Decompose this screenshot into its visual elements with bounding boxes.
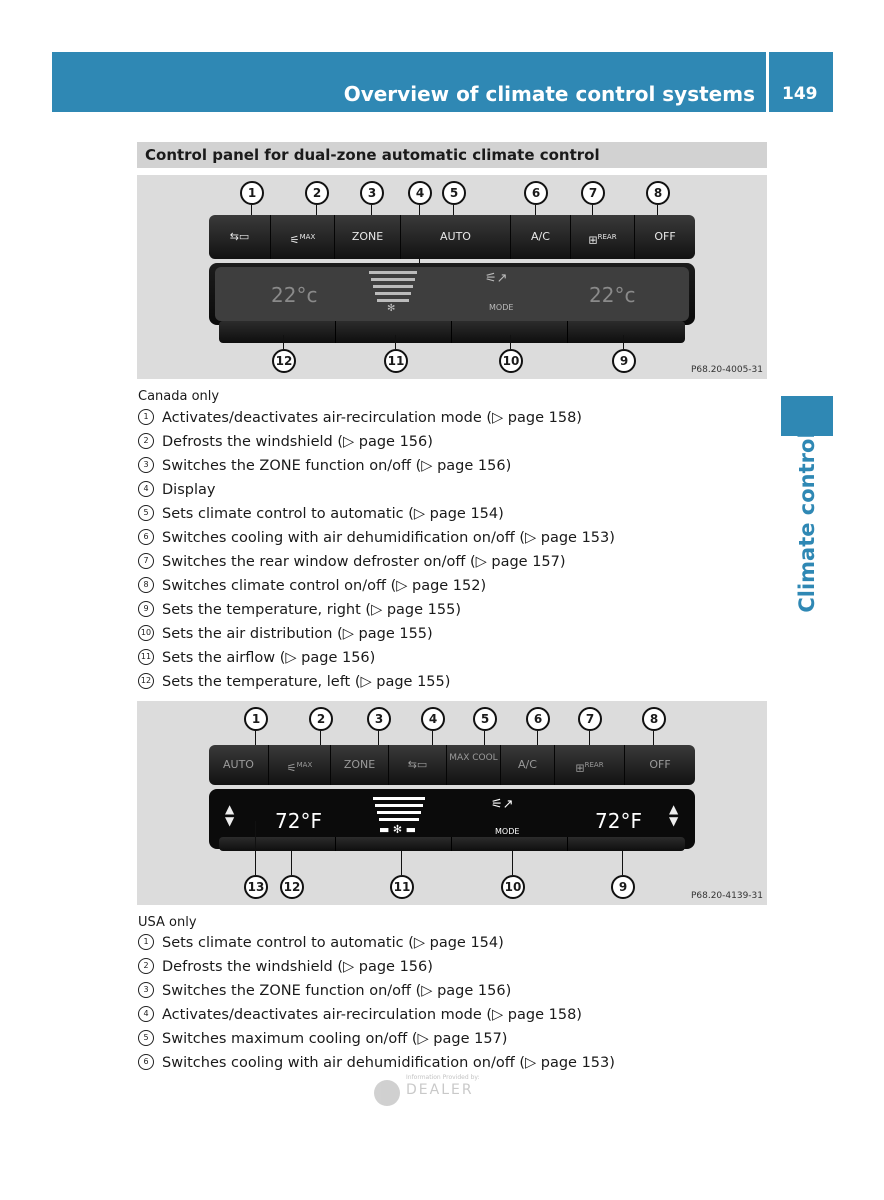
list-item: 11 Sets the airflow (▷ page 156) (138, 646, 615, 670)
fan-level-bar (373, 797, 425, 800)
windshield-defrost-icon: ⚟ (289, 233, 300, 247)
callout-8: 8 (646, 181, 670, 205)
callout-6: 6 (526, 707, 550, 731)
car-recirculation-icon: ⇆▭ (407, 758, 428, 771)
side-tab-marker (781, 396, 833, 436)
list-item: 10 Sets the air distribution (▷ page 155) (138, 622, 615, 646)
off-button[interactable]: OFF (649, 758, 671, 771)
auto-button[interactable]: AUTO (209, 745, 269, 785)
fan-icon: ▬ ✻ ▬ (379, 823, 416, 836)
windshield-defrost-icon: ⚟ (286, 761, 297, 775)
callout-3: 3 (367, 707, 391, 731)
list-item: 9 Sets the temperature, right (▷ page 155) (138, 598, 615, 622)
recirculation-button[interactable] (389, 745, 447, 785)
figure-caption-usa: USA only (138, 915, 197, 930)
temp-left-readout: 22°c (271, 283, 318, 307)
defrost-max-button[interactable]: ⚟$^{MAX}$ (269, 745, 331, 785)
list-item: 6 Switches cooling with air dehumidification on/off (▷ page 153) (138, 526, 615, 550)
callout-1: 1 (240, 181, 264, 205)
fan-level-bar (377, 811, 421, 814)
list-item: 2 Defrosts the windshield (▷ page 156) (138, 430, 615, 454)
list-item: 5 Switches maximum cooling on/off (▷ page 157) (138, 1027, 615, 1051)
leader-line (255, 821, 256, 875)
callout-12: 12 (272, 349, 296, 373)
legend-list-canada (138, 406, 615, 694)
leader-line (395, 335, 396, 349)
temp-left-arrows-icon: ▲ ▼ (225, 802, 235, 828)
temp-right-rocker[interactable] (567, 321, 685, 343)
list-item: 12 Sets the temperature, left (▷ page 155) (138, 670, 615, 694)
rear-window-defrost-icon: ⊞ (575, 761, 585, 775)
fan-level-bar (369, 271, 417, 274)
temp-right-readout: 72°F (595, 809, 642, 833)
callout-5: 5 (442, 181, 466, 205)
zone-button[interactable]: ZONE (335, 215, 401, 259)
airflow-rocker[interactable] (335, 321, 452, 343)
list-item: 1 Sets climate control to automatic (▷ page 154) (138, 931, 615, 955)
air-distribution-icon: ⚟↗ (491, 797, 514, 812)
leader-line (291, 851, 292, 875)
callout-4: 4 (421, 707, 445, 731)
temp-right-readout: 22°c (589, 283, 636, 307)
callout-10: 10 (501, 875, 525, 899)
off-button[interactable]: OFF (654, 230, 676, 243)
callout-3: 3 (360, 181, 384, 205)
fan-level-bar (375, 804, 423, 807)
air-distribution-rocker[interactable] (451, 837, 568, 851)
page-number: 149 (782, 84, 818, 104)
temp-right-rocker[interactable] (567, 837, 685, 851)
rocker-switch-strip (219, 837, 685, 851)
callout-1: 1 (244, 707, 268, 731)
list-item: 1 Activates/deactivates air-recirculation mode (▷ page 158) (138, 406, 615, 430)
list-item: 5 Sets climate control to automatic (▷ page 154) (138, 502, 615, 526)
callout-8: 8 (642, 707, 666, 731)
mode-label: MODE (495, 827, 520, 836)
callout-13: 13 (244, 875, 268, 899)
callout-6: 6 (524, 181, 548, 205)
button-strip (209, 745, 695, 785)
leader-line (283, 335, 284, 349)
callout-5: 5 (473, 707, 497, 731)
fan-level-bar (377, 299, 409, 302)
air-distribution-icon: ⚟↗ (485, 271, 508, 286)
recirculation-button[interactable] (209, 215, 271, 259)
control-panel-figure-usa (137, 701, 767, 905)
page-header (52, 52, 833, 112)
list-item: 7 Switches the rear window defroster on/off (▷ page 157) (138, 550, 615, 574)
callout-7: 7 (581, 181, 605, 205)
button-strip (209, 215, 695, 259)
defrost-max-button[interactable]: ⚟$^{MAX}$ (271, 215, 335, 259)
temp-right-arrows-icon: ▲ ▼ (669, 802, 679, 828)
list-item: 6 Switches cooling with air dehumidification on/off (▷ page 153) (138, 1051, 615, 1075)
airflow-rocker[interactable] (335, 837, 452, 851)
temp-left-rocker[interactable] (219, 321, 336, 343)
callout-10: 10 (499, 349, 523, 373)
fan-level-bar (375, 292, 411, 295)
list-item: 8 Switches climate control on/off (▷ page 152) (138, 574, 615, 598)
list-item: 2 Defrosts the windshield (▷ page 156) (138, 955, 615, 979)
list-item: 4 Activates/deactivates air-recirculation mode (▷ page 158) (138, 1003, 615, 1027)
auto-button[interactable]: AUTO (401, 215, 511, 259)
photo-code: P68.20-4139-31 (690, 891, 763, 901)
dealer-watermark-logo: Information Provided by: DEALER (374, 1074, 504, 1114)
fan-level-bar (373, 285, 413, 288)
callout-2: 2 (309, 707, 333, 731)
car-recirculation-icon: ⇆▭ (229, 230, 250, 243)
rear-defrost-button[interactable]: ⊞$^{REAR}$ (555, 745, 625, 785)
list-item: 3 Switches the ZONE function on/off (▷ page 156) (138, 454, 615, 478)
fan-icon: ✻ (387, 303, 396, 314)
temp-left-rocker[interactable] (219, 837, 336, 851)
section-title: Control panel for dual-zone automatic climate control (137, 142, 767, 168)
callout-9: 9 (612, 349, 636, 373)
temp-left-readout: 72°F (275, 809, 322, 833)
list-item: 3 Switches the ZONE function on/off (▷ page 156) (138, 979, 615, 1003)
rocker-switch-strip (219, 321, 685, 343)
rear-window-defrost-icon: ⊞ (588, 233, 598, 247)
callout-11: 11 (384, 349, 408, 373)
callout-11: 11 (390, 875, 414, 899)
fan-level-bar (379, 818, 419, 821)
list-item: 4 Display (138, 478, 615, 502)
callout-9: 9 (611, 875, 635, 899)
climate-display (209, 263, 695, 325)
leader-line (510, 335, 511, 349)
callout-7: 7 (578, 707, 602, 731)
leader-line (401, 851, 402, 875)
ac-button[interactable]: A/C (511, 215, 571, 259)
callout-12: 12 (280, 875, 304, 899)
zone-button[interactable]: ZONE (331, 745, 389, 785)
header-divider (766, 52, 769, 112)
figure-caption-canada: Canada only (138, 389, 220, 404)
ac-button[interactable]: A/C (501, 745, 555, 785)
dealer-logo-icon (374, 1080, 400, 1106)
mode-label: MODE (489, 303, 514, 312)
page-title: Overview of climate control systems (343, 82, 755, 106)
max-cool-button[interactable]: MAX COOL (447, 745, 501, 785)
side-tab-label: Climate control (795, 431, 819, 613)
legend-list-usa (138, 931, 615, 1075)
callout-4: 4 (408, 181, 432, 205)
photo-code: P68.20-4005-31 (690, 365, 763, 375)
leader-line (512, 851, 513, 875)
callout-2: 2 (305, 181, 329, 205)
control-panel-figure-canada (137, 175, 767, 379)
rear-defrost-button[interactable]: ⊞$^{REAR}$ (571, 215, 635, 259)
fan-level-bar (371, 278, 415, 281)
leader-line (623, 335, 624, 349)
leader-line (622, 851, 623, 875)
